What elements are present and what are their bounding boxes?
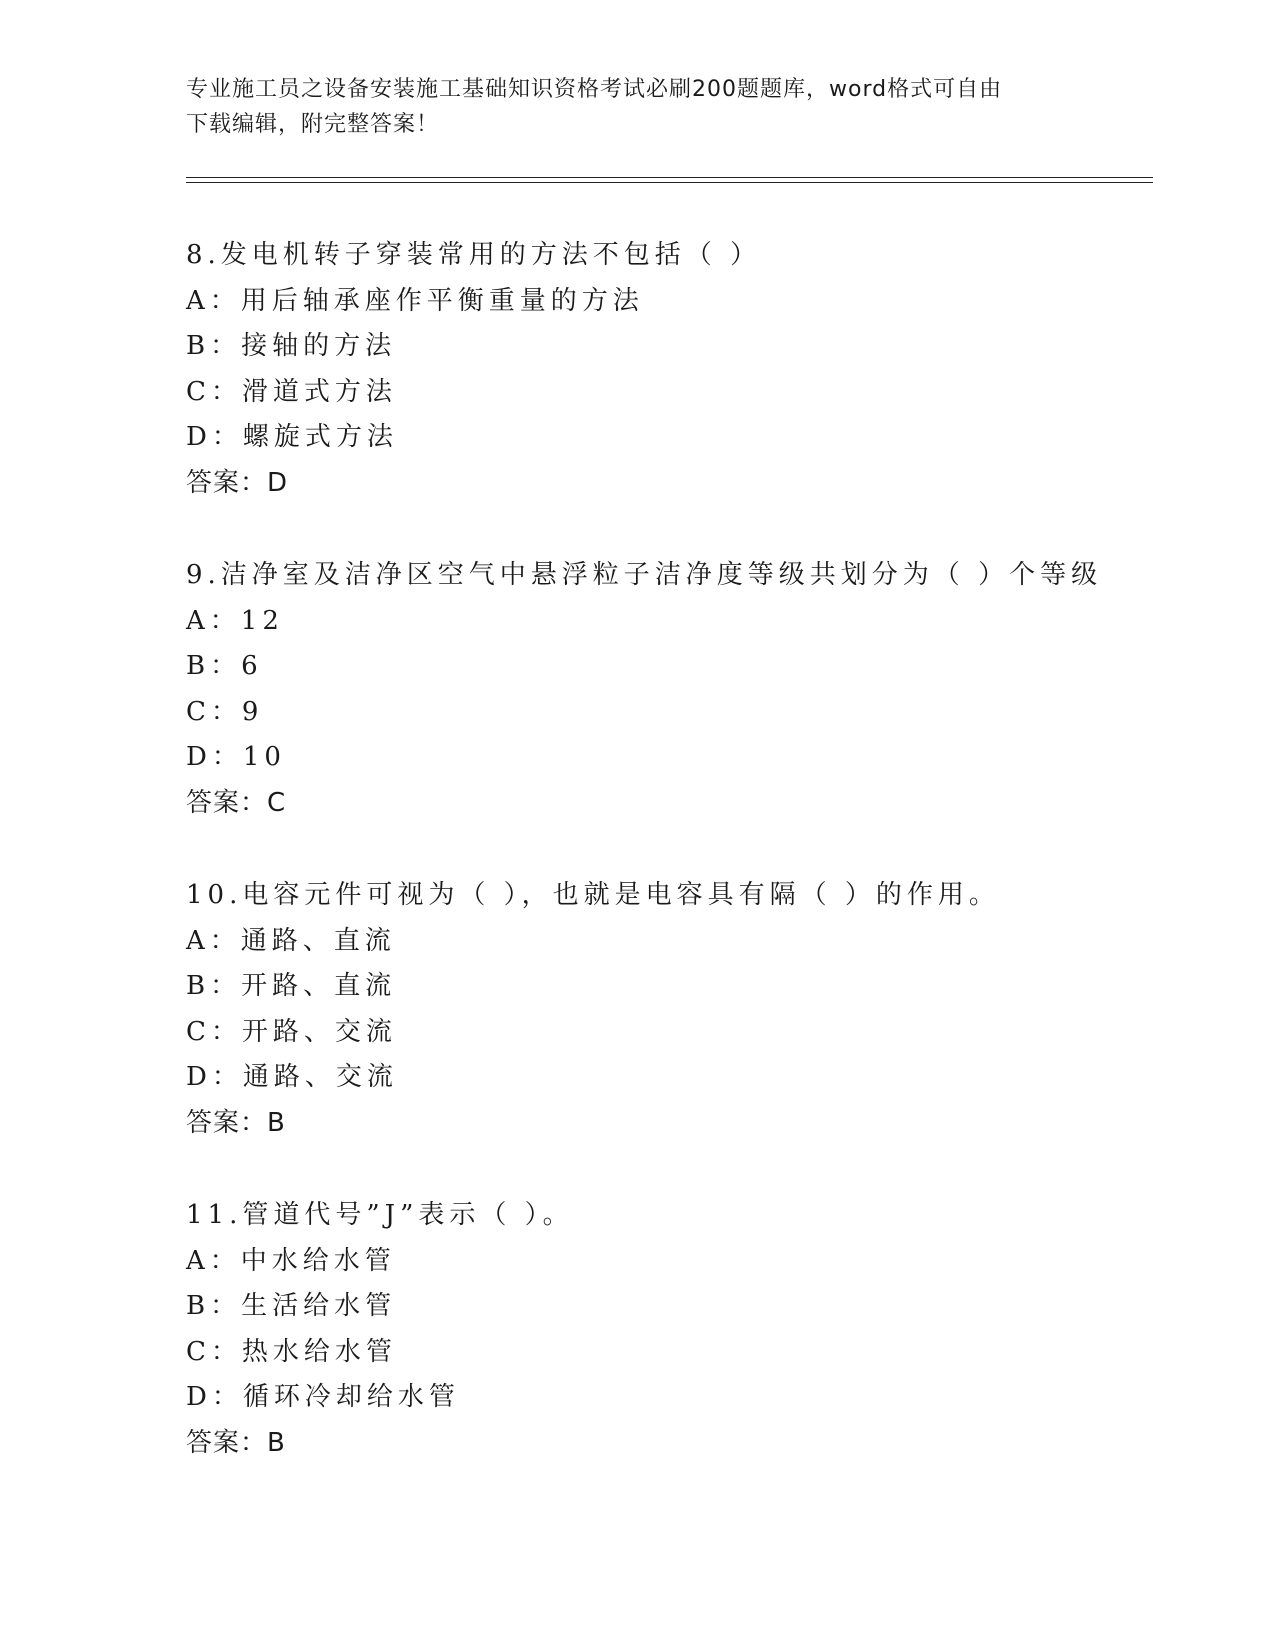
question-10 xyxy=(186,873,1146,1193)
header-divider xyxy=(186,177,1153,183)
document-header xyxy=(186,72,1086,142)
question-stem: 8.发电机转子穿装常用的方法不包括（ ） xyxy=(186,240,762,270)
question-list xyxy=(186,233,1146,1513)
answer-line: 答案：D xyxy=(186,467,289,498)
question-8 xyxy=(186,233,1146,553)
option-d: D：循环冷却给水管 xyxy=(186,1382,460,1412)
header-line-1: 专业施工员之设备安装施工基础知识资格考试必刷200题题库，word格式可自由 xyxy=(186,77,1003,102)
question-9 xyxy=(186,553,1146,873)
answer-line: 答案：C xyxy=(186,787,287,818)
option-b: B：6 xyxy=(186,651,263,681)
option-b: B：接轴的方法 xyxy=(186,331,397,361)
answer-line: 答案：B xyxy=(186,1427,286,1458)
option-a: A：用后轴承座作平衡重量的方法 xyxy=(186,285,644,316)
option-b: B：生活给水管 xyxy=(186,1291,397,1321)
answer-line: 答案：B xyxy=(186,1107,286,1138)
question-stem: 10.电容元件可视为（ ），也就是电容具有隔（ ）的作用。 xyxy=(186,880,1000,910)
option-c: C：滑道式方法 xyxy=(186,376,397,407)
option-c: C：开路、交流 xyxy=(186,1016,397,1047)
option-a: A：12 xyxy=(186,605,284,636)
option-c: C：热水给水管 xyxy=(186,1336,397,1367)
question-stem: 9.洁净室及洁净区空气中悬浮粒子洁净度等级共划分为（ ）个等级 xyxy=(186,560,1103,590)
option-a: A：通路、直流 xyxy=(186,925,396,956)
option-d: D：10 xyxy=(186,742,286,772)
question-11 xyxy=(186,1193,1146,1513)
option-c: C：9 xyxy=(186,696,264,727)
option-b: B：开路、直流 xyxy=(186,971,397,1001)
question-stem: 11.管道代号”J”表示（ ）。 xyxy=(186,1200,574,1230)
header-line-2: 下载编辑，附完整答案！ xyxy=(186,112,440,137)
option-d: D：螺旋式方法 xyxy=(186,422,398,452)
option-d: D：通路、交流 xyxy=(186,1062,398,1092)
option-a: A：中水给水管 xyxy=(186,1245,396,1276)
